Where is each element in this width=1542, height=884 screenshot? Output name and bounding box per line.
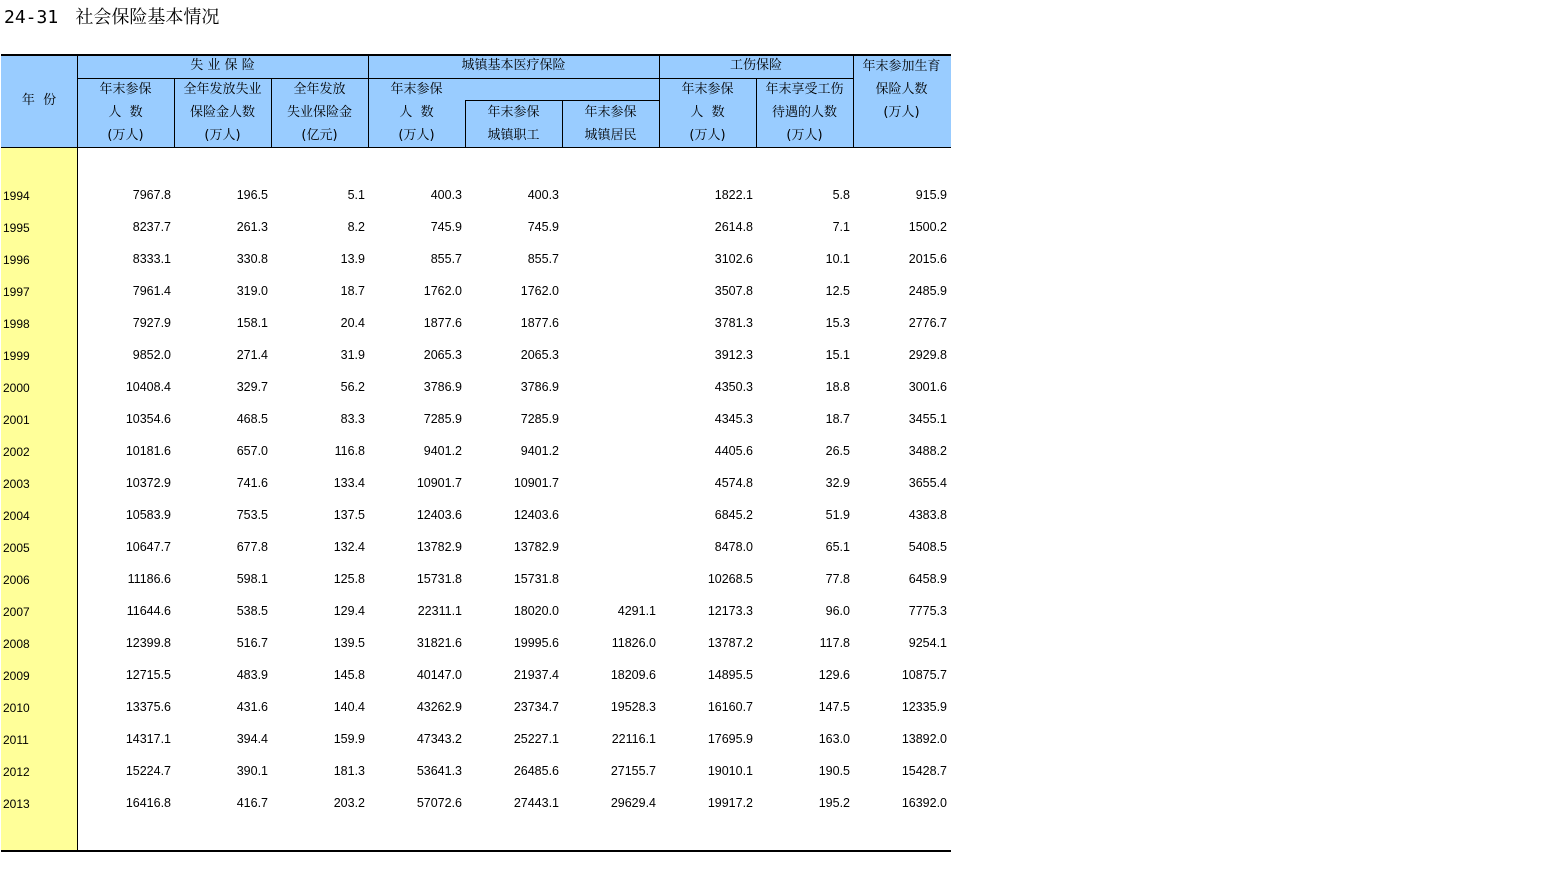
table-cell: 129.6 bbox=[818, 668, 850, 682]
table-cell: 18020.0 bbox=[513, 604, 559, 618]
table-cell: 7285.9 bbox=[423, 412, 462, 426]
column-header-line: (万人) bbox=[398, 128, 435, 143]
table-cell: 10901.7 bbox=[513, 476, 559, 490]
table-cell: 21937.4 bbox=[513, 668, 559, 682]
table-cell: 145.8 bbox=[333, 668, 365, 682]
table-cell: 3912.3 bbox=[714, 348, 753, 362]
table-cell: 132.4 bbox=[333, 540, 365, 554]
table-cell: 16392.0 bbox=[901, 796, 947, 810]
table-cell: 431.6 bbox=[236, 700, 268, 714]
column-header-line: 失业保险金 bbox=[286, 105, 352, 120]
column-header-line: 全年发放失业 bbox=[183, 82, 262, 97]
column-header-line: 人 数 bbox=[108, 105, 143, 120]
table-cell: 9852.0 bbox=[132, 348, 171, 362]
column-header-line: 年末参加生育 bbox=[862, 59, 941, 74]
table-cell: 6458.9 bbox=[908, 572, 947, 586]
table-cell: 26485.6 bbox=[513, 764, 559, 778]
table-row-year: 2011 bbox=[3, 733, 29, 747]
table-cell: 8.2 bbox=[347, 220, 365, 234]
table-cell: 10408.4 bbox=[125, 380, 171, 394]
column-header-line: 年末参保 bbox=[681, 82, 734, 97]
table-bottom-rule bbox=[1, 850, 951, 852]
table-cell: 15428.7 bbox=[901, 764, 947, 778]
table-row-year: 2007 bbox=[3, 605, 30, 619]
table-cell: 400.3 bbox=[430, 188, 462, 202]
table-top-rule bbox=[1, 54, 951, 56]
table-cell: 29629.4 bbox=[610, 796, 656, 810]
table-cell: 139.5 bbox=[333, 636, 365, 650]
table-cell: 16160.7 bbox=[707, 700, 753, 714]
table-cell: 3001.6 bbox=[908, 380, 947, 394]
table-cell: 2015.6 bbox=[908, 252, 947, 266]
medical-insurance-header: 城镇基本医疗保险 bbox=[461, 58, 566, 73]
table-cell: 19917.2 bbox=[707, 796, 753, 810]
table-cell: 3786.9 bbox=[520, 380, 559, 394]
column-header-line: 待遇的人数 bbox=[771, 105, 837, 120]
table-cell: 125.8 bbox=[333, 572, 365, 586]
table-cell: 4574.8 bbox=[714, 476, 753, 490]
table-cell: 4383.8 bbox=[908, 508, 947, 522]
table-cell: 400.3 bbox=[527, 188, 559, 202]
table-cell: 18.7 bbox=[825, 412, 850, 426]
table-cell: 10875.7 bbox=[901, 668, 947, 682]
table-cell: 12.5 bbox=[825, 284, 850, 298]
table-cell: 3781.3 bbox=[714, 316, 753, 330]
table-cell: 18.8 bbox=[825, 380, 850, 394]
column-header-line: 年末参保 bbox=[99, 82, 152, 97]
table-cell: 2485.9 bbox=[908, 284, 947, 298]
table-cell: 190.5 bbox=[818, 764, 850, 778]
table-cell: 753.5 bbox=[236, 508, 268, 522]
table-cell: 394.4 bbox=[236, 732, 268, 746]
table-row-year: 1999 bbox=[3, 349, 30, 363]
table-cell: 261.3 bbox=[236, 220, 268, 234]
injury-insurance-header: 工伤保险 bbox=[729, 58, 782, 73]
table-cell: 31.9 bbox=[340, 348, 365, 362]
table-cell: 51.9 bbox=[825, 508, 850, 522]
table-cell: 538.5 bbox=[236, 604, 268, 618]
table-cell: 43262.9 bbox=[416, 700, 462, 714]
table-cell: 3786.9 bbox=[423, 380, 462, 394]
table-cell: 10354.6 bbox=[125, 412, 171, 426]
table-cell: 40147.0 bbox=[416, 668, 462, 682]
column-header-line: 年末参保 bbox=[584, 105, 637, 120]
table-cell: 83.3 bbox=[340, 412, 365, 426]
table-cell: 12403.6 bbox=[416, 508, 462, 522]
table-cell: 27155.7 bbox=[610, 764, 656, 778]
column-header-line: 全年发放 bbox=[293, 82, 346, 97]
table-cell: 3102.6 bbox=[714, 252, 753, 266]
table-row-year: 2013 bbox=[3, 797, 30, 811]
table-cell: 1877.6 bbox=[520, 316, 559, 330]
table-cell: 57072.6 bbox=[416, 796, 462, 810]
table-cell: 15.3 bbox=[825, 316, 850, 330]
table-cell: 329.7 bbox=[236, 380, 268, 394]
table-cell: 10268.5 bbox=[707, 572, 753, 586]
table-cell: 96.0 bbox=[825, 604, 850, 618]
table-cell: 14317.1 bbox=[125, 732, 171, 746]
table-cell: 7927.9 bbox=[132, 316, 171, 330]
table-cell: 12335.9 bbox=[901, 700, 947, 714]
table-cell: 13782.9 bbox=[513, 540, 559, 554]
table-cell: 1822.1 bbox=[714, 188, 753, 202]
table-cell: 12173.3 bbox=[707, 604, 753, 618]
table-cell: 3655.4 bbox=[908, 476, 947, 490]
table-cell: 9401.2 bbox=[520, 444, 559, 458]
table-row-year: 2008 bbox=[3, 637, 30, 651]
table-cell: 203.2 bbox=[333, 796, 365, 810]
table-cell: 77.8 bbox=[825, 572, 850, 586]
table-row-year: 1998 bbox=[3, 317, 30, 331]
column-header-line: 城镇居民 bbox=[584, 128, 637, 143]
column-header-line: 保险人数 bbox=[875, 82, 928, 97]
column-header-line: (亿元) bbox=[301, 128, 338, 143]
year-header: 年 份 bbox=[21, 93, 57, 108]
table-cell: 13787.2 bbox=[707, 636, 753, 650]
table-cell: 7961.4 bbox=[132, 284, 171, 298]
table-cell: 416.7 bbox=[236, 796, 268, 810]
table-cell: 19010.1 bbox=[707, 764, 753, 778]
page-title bbox=[4, 3, 219, 29]
table-cell: 3488.2 bbox=[908, 444, 947, 458]
table-cell: 10583.9 bbox=[125, 508, 171, 522]
table-cell: 19995.6 bbox=[513, 636, 559, 650]
table-cell: 196.5 bbox=[236, 188, 268, 202]
subgroup-header-rule bbox=[465, 100, 659, 101]
table-cell: 47343.2 bbox=[416, 732, 462, 746]
table-row-year: 2002 bbox=[3, 445, 30, 459]
table-cell: 12403.6 bbox=[513, 508, 559, 522]
table-cell: 7285.9 bbox=[520, 412, 559, 426]
table-cell: 2614.8 bbox=[714, 220, 753, 234]
table-row-year: 2009 bbox=[3, 669, 30, 683]
table-cell: 855.7 bbox=[430, 252, 462, 266]
table-cell: 53641.3 bbox=[416, 764, 462, 778]
table-cell: 31821.6 bbox=[416, 636, 462, 650]
table-row-year: 1994 bbox=[3, 189, 30, 203]
column-header-line: (万人) bbox=[786, 128, 823, 143]
table-cell: 677.8 bbox=[236, 540, 268, 554]
table-cell: 13.9 bbox=[340, 252, 365, 266]
table-cell: 9401.2 bbox=[423, 444, 462, 458]
table-cell: 22311.1 bbox=[417, 604, 462, 618]
table-cell: 2065.3 bbox=[423, 348, 462, 362]
table-cell: 516.7 bbox=[236, 636, 268, 650]
column-header-line: 城镇职工 bbox=[487, 128, 540, 143]
table-cell: 4291.1 bbox=[617, 604, 656, 618]
table-cell: 14895.5 bbox=[707, 668, 753, 682]
table-cell: 1500.2 bbox=[908, 220, 947, 234]
table-cell: 1877.6 bbox=[423, 316, 462, 330]
table-cell: 1762.0 bbox=[520, 284, 559, 298]
table-cell: 1762.0 bbox=[423, 284, 462, 298]
table-cell: 11826.0 bbox=[611, 636, 656, 650]
table-cell: 468.5 bbox=[236, 412, 268, 426]
table-cell: 657.0 bbox=[236, 444, 268, 458]
column-header-line: (万人) bbox=[107, 128, 144, 143]
table-cell: 13375.6 bbox=[125, 700, 171, 714]
table-row-year: 1995 bbox=[3, 221, 30, 235]
table-cell: 22116.1 bbox=[611, 732, 656, 746]
table-row-year: 1997 bbox=[3, 285, 30, 299]
table-cell: 7.1 bbox=[832, 220, 850, 234]
table-cell: 15731.8 bbox=[513, 572, 559, 586]
table-cell: 195.2 bbox=[818, 796, 850, 810]
table-cell: 25227.1 bbox=[513, 732, 559, 746]
table-title: 社会保险基本情况 bbox=[75, 7, 220, 28]
table-cell: 9254.1 bbox=[908, 636, 947, 650]
table-cell: 56.2 bbox=[340, 380, 365, 394]
table-cell: 855.7 bbox=[527, 252, 559, 266]
table-cell: 18.7 bbox=[340, 284, 365, 298]
table-cell: 271.4 bbox=[236, 348, 268, 362]
table-cell: 10647.7 bbox=[125, 540, 171, 554]
table-cell: 15224.7 bbox=[125, 764, 171, 778]
table-cell: 8478.0 bbox=[714, 540, 753, 554]
table-row-year: 2006 bbox=[3, 573, 30, 587]
column-header-line: 保险金人数 bbox=[189, 105, 255, 120]
table-cell: 11644.6 bbox=[126, 604, 171, 618]
table-cell: 20.4 bbox=[340, 316, 365, 330]
table-cell: 13782.9 bbox=[416, 540, 462, 554]
table-cell: 163.0 bbox=[818, 732, 850, 746]
table-cell: 129.4 bbox=[333, 604, 365, 618]
table-cell: 10901.7 bbox=[416, 476, 462, 490]
table-cell: 140.4 bbox=[333, 700, 365, 714]
table-row-year: 2001 bbox=[3, 413, 30, 427]
column-header-line: 年末享受工伤 bbox=[765, 82, 844, 97]
unemployment-insurance-header: 失 业 保 险 bbox=[190, 58, 255, 73]
table-cell: 137.5 bbox=[333, 508, 365, 522]
table-cell: 319.0 bbox=[236, 284, 268, 298]
table-cell: 15731.8 bbox=[416, 572, 462, 586]
table-cell: 10372.9 bbox=[125, 476, 171, 490]
table-cell: 5.1 bbox=[347, 188, 365, 202]
column-header-line: (万人) bbox=[883, 105, 920, 120]
table-cell: 27443.1 bbox=[513, 796, 559, 810]
table-cell: 4405.6 bbox=[714, 444, 753, 458]
table-cell: 745.9 bbox=[430, 220, 462, 234]
table-cell: 4345.3 bbox=[714, 412, 753, 426]
table-cell: 330.8 bbox=[236, 252, 268, 266]
table-cell: 133.4 bbox=[333, 476, 365, 490]
table-cell: 147.5 bbox=[818, 700, 850, 714]
table-cell: 181.3 bbox=[333, 764, 365, 778]
table-cell: 7967.8 bbox=[132, 188, 171, 202]
table-cell: 2776.7 bbox=[908, 316, 947, 330]
column-header-line: 人 数 bbox=[399, 105, 434, 120]
table-cell: 8333.1 bbox=[132, 252, 171, 266]
column-header-line: (万人) bbox=[204, 128, 241, 143]
year-column-divider bbox=[77, 54, 78, 850]
table-cell: 116.8 bbox=[334, 444, 365, 458]
group-header-rule bbox=[77, 78, 853, 79]
table-cell: 915.9 bbox=[915, 188, 947, 202]
table-cell: 4350.3 bbox=[714, 380, 753, 394]
table-number: 24-31 bbox=[4, 7, 59, 28]
table-cell: 32.9 bbox=[825, 476, 850, 490]
table-cell: 17695.9 bbox=[707, 732, 753, 746]
table-cell: 18209.6 bbox=[610, 668, 656, 682]
table-row-year: 2012 bbox=[3, 765, 30, 779]
header-bottom-rule bbox=[1, 147, 951, 148]
table-cell: 65.1 bbox=[825, 540, 850, 554]
table-cell: 159.9 bbox=[333, 732, 365, 746]
table-cell: 8237.7 bbox=[132, 220, 171, 234]
table-cell: 5408.5 bbox=[908, 540, 947, 554]
table-row-year: 2005 bbox=[3, 541, 30, 555]
column-header-line: 年末参保 bbox=[487, 105, 540, 120]
table-cell: 10181.6 bbox=[125, 444, 171, 458]
table-row-year: 2010 bbox=[3, 701, 30, 715]
table-cell: 16416.8 bbox=[125, 796, 171, 810]
table-cell: 3455.1 bbox=[908, 412, 947, 426]
table-cell: 6845.2 bbox=[714, 508, 753, 522]
table-cell: 11186.6 bbox=[127, 572, 171, 586]
table-cell: 390.1 bbox=[236, 764, 268, 778]
table-cell: 23734.7 bbox=[513, 700, 559, 714]
table-cell: 5.8 bbox=[832, 188, 850, 202]
table-cell: 2065.3 bbox=[520, 348, 559, 362]
table-row-year: 2000 bbox=[3, 381, 30, 395]
table-row-year: 2004 bbox=[3, 509, 30, 523]
table-cell: 483.9 bbox=[236, 668, 268, 682]
column-header-line: 人 数 bbox=[690, 105, 725, 120]
table-cell: 741.6 bbox=[236, 476, 268, 490]
table-cell: 3507.8 bbox=[714, 284, 753, 298]
table-cell: 745.9 bbox=[527, 220, 559, 234]
table-cell: 13892.0 bbox=[901, 732, 947, 746]
column-header-line: 年末参保 bbox=[390, 82, 443, 97]
table-cell: 15.1 bbox=[825, 348, 850, 362]
table-cell: 12715.5 bbox=[125, 668, 171, 682]
table-cell: 2929.8 bbox=[908, 348, 947, 362]
table-cell: 598.1 bbox=[236, 572, 268, 586]
statistics-table bbox=[1, 54, 951, 852]
table-cell: 117.8 bbox=[819, 636, 850, 650]
table-row-year: 2003 bbox=[3, 477, 30, 491]
table-cell: 7775.3 bbox=[908, 604, 947, 618]
table-cell: 158.1 bbox=[236, 316, 268, 330]
table-cell: 19528.3 bbox=[610, 700, 656, 714]
table-cell: 12399.8 bbox=[125, 636, 171, 650]
column-header-line: (万人) bbox=[689, 128, 726, 143]
table-cell: 10.1 bbox=[825, 252, 850, 266]
table-cell: 26.5 bbox=[825, 444, 850, 458]
table-row-year: 1996 bbox=[3, 253, 30, 267]
